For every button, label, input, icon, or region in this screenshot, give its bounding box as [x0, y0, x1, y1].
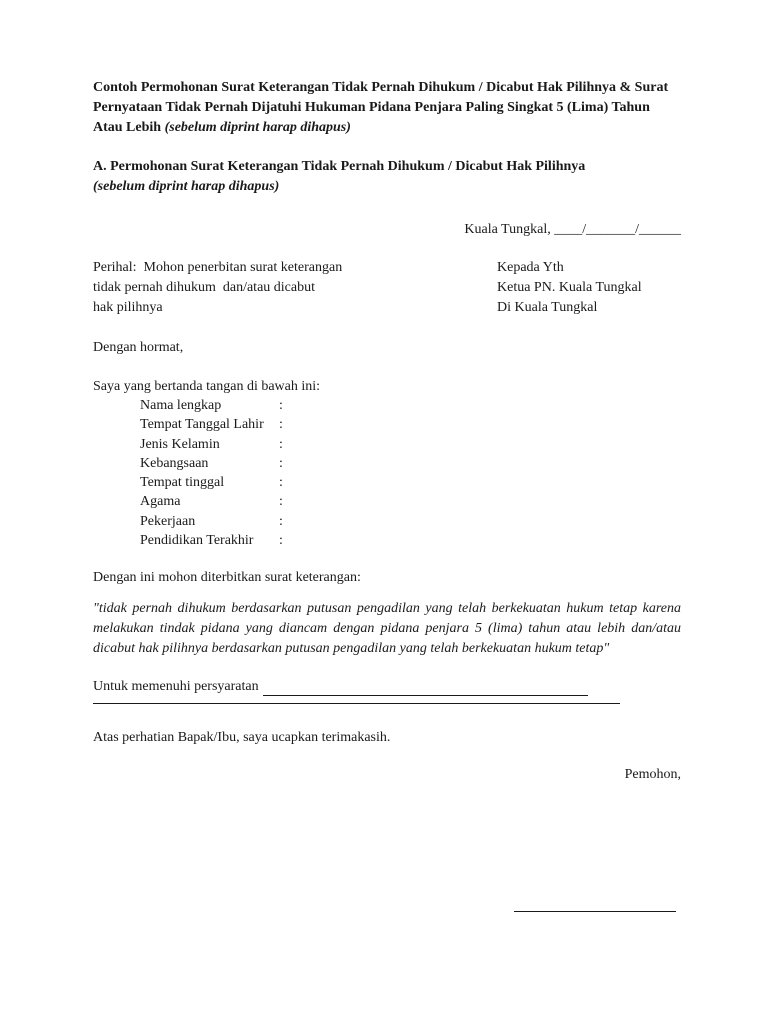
perihal-line: Perihal: Mohon penerbitan surat keterangan: [93, 260, 343, 275]
perihal-line: hak pilihnya: [93, 300, 163, 315]
field-row: [140, 454, 681, 473]
title-main: Contoh Permohonan Surat Keterangan Tidak Pernah Dihukum / Dicabut Hak Pilihnya & Surat Pernyataan Tidak Pernah Dijatuhi Hukuman Pidana Penjara Paling Singkat 5 (Lima) Tahun Atau Lebih: [93, 80, 669, 135]
title-note: (sebelum diprint harap dihapus): [164, 120, 351, 135]
recipient-block: [497, 258, 681, 318]
field-label: Tempat Tanggal Lahir: [140, 417, 264, 433]
closing-text: Atas perhatian Bapak/Ibu, saya ucapkan terimakasih.: [93, 730, 391, 746]
requirement-blank-continued: [93, 703, 620, 704]
field-row: [140, 435, 681, 454]
signoff-label: Pemohon,: [624, 767, 681, 783]
date-blanks: ____/_______/______: [554, 222, 681, 237]
field-colon: :: [279, 455, 283, 471]
date-city: Kuala Tungkal,: [464, 222, 551, 237]
section-a-heading: A. Permohonan Surat Keterangan Tidak Pernah Dihukum / Dicabut Hak Pilihnya: [93, 159, 586, 174]
field-colon: :: [279, 494, 283, 510]
field-row: [140, 492, 681, 511]
field-colon: :: [279, 533, 283, 549]
intro-text: Saya yang bertanda tangan di bawah ini:: [93, 379, 321, 394]
field-label: Kebangsaan: [140, 455, 209, 471]
field-colon: :: [279, 417, 283, 433]
request-quote: "tidak pernah dihukum berdasarkan putusan pengadilan yang telah berkekuatan hukum tetap karena melakukan tindak pidana yang diancam dengan pidana penjara 5 (lima) tahun atau lebih dan/atau dicabut hak pilihnya berdasarkan putusan pengadilan yang telah berkekuatan hukum tetap": [93, 601, 681, 657]
field-colon: :: [279, 398, 283, 413]
date-line: [93, 220, 681, 239]
field-label: Nama lengkap: [140, 398, 222, 413]
perihal-line: tidak pernah dihukum dan/atau dicabut: [93, 280, 315, 295]
perihal-block: [93, 258, 497, 318]
field-colon: :: [279, 436, 283, 452]
request-intro: Dengan ini mohon diterbitkan surat keterangan:: [93, 570, 361, 586]
field-label: Jenis Kelamin: [140, 436, 220, 452]
field-row: [140, 531, 681, 550]
requirement-label: Untuk memenuhi persyaratan: [93, 679, 259, 695]
field-colon: :: [279, 475, 283, 491]
personal-fields: [140, 396, 681, 550]
document-title: [93, 78, 681, 138]
signature-line: [514, 911, 676, 912]
recipient-line: Ketua PN. Kuala Tungkal: [497, 280, 642, 295]
field-row: [140, 473, 681, 492]
recipient-line: Di Kuala Tungkal: [497, 300, 598, 315]
recipient-line: Kepada Yth: [497, 260, 564, 275]
field-label: Pendidikan Terakhir: [140, 533, 254, 549]
requirement-line: [93, 677, 681, 696]
section-a-note: (sebelum diprint harap dihapus): [93, 179, 280, 194]
field-label: Pekerjaan: [140, 513, 196, 529]
field-row: [140, 512, 681, 531]
requirement-blank: [263, 681, 588, 696]
field-label: Tempat tinggal: [140, 475, 225, 491]
field-label: Agama: [140, 494, 181, 510]
field-row: [140, 415, 681, 434]
field-row: [140, 396, 681, 415]
address-block: [93, 258, 681, 318]
field-colon: :: [279, 513, 283, 529]
greeting: Dengan hormat,: [93, 340, 184, 355]
